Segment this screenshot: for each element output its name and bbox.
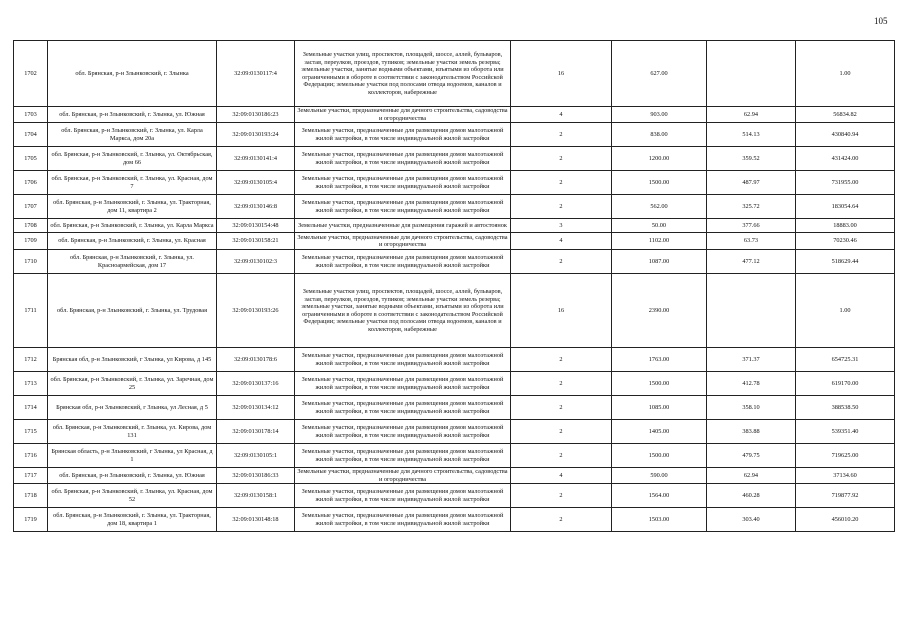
rate-cell: 62.94 [707, 107, 796, 123]
address-cell: обл. Брянская, р-н Злынковский, г. Злынка, ул. Трудовая [48, 274, 217, 348]
rate-cell: 62.94 [707, 468, 796, 484]
rate-cell: 487.97 [707, 171, 796, 195]
area-cell: 903.00 [612, 107, 707, 123]
area-cell: 1500.00 [612, 372, 707, 396]
row-number: 1705 [14, 147, 48, 171]
category-cell: 2 [511, 195, 612, 219]
row-number: 1716 [14, 444, 48, 468]
table-row [14, 508, 895, 532]
land-use-cell: Земельные участки, предназначенные для размещения домов малоэтажной жилой застройки, в том числе индивидуальной жилой застройки [295, 348, 511, 372]
cadastral-value-cell: 654725.31 [796, 348, 895, 372]
cadastral-number-cell: 32:09:0130134:12 [217, 396, 295, 420]
area-cell: 590.00 [612, 468, 707, 484]
land-use-cell: Земельные участки улиц, проспектов, площадей, шоссе, аллей, бульваров, застав, переулков, проездов, тупиков; земельные участки земель резерва; земельные участки, занятые водными объектами, изъятыми из оборота или ограниченными в обороте в соответствии с законодательством Российской Федерации; земельные участки под полосами отвода водоемов, каналов и коллекторов, набережные [295, 41, 511, 107]
row-number: 1702 [14, 41, 48, 107]
row-number: 1713 [14, 372, 48, 396]
table-row [14, 444, 895, 468]
area-cell: 1200.00 [612, 147, 707, 171]
category-cell: 2 [511, 250, 612, 274]
cadastral-number-cell: 32:09:0130193:26 [217, 274, 295, 348]
row-number: 1712 [14, 348, 48, 372]
cadastral-number-cell: 32:09:0130117:4 [217, 41, 295, 107]
category-cell: 4 [511, 468, 612, 484]
cadastral-number-cell: 32:09:0130186:23 [217, 107, 295, 123]
cadastral-value-cell: 183054.64 [796, 195, 895, 219]
cadastral-number-cell: 32:09:0130141:4 [217, 147, 295, 171]
rate-cell: 514.13 [707, 123, 796, 147]
rate-cell: 359.52 [707, 147, 796, 171]
cadastral-number-cell: 32:09:0130105:4 [217, 171, 295, 195]
rate-cell: 477.12 [707, 250, 796, 274]
area-cell: 1087.00 [612, 250, 707, 274]
category-cell: 2 [511, 348, 612, 372]
area-cell: 838.00 [612, 123, 707, 147]
rate-cell: 303.40 [707, 508, 796, 532]
cadastral-value-cell: 731955.00 [796, 171, 895, 195]
rate-cell: 479.75 [707, 444, 796, 468]
area-cell: 1085.00 [612, 396, 707, 420]
address-cell: обл. Брянская, р-н Злынковский, г. Злынка, ул. Карла Маркса, дом 20а [48, 123, 217, 147]
category-cell: 2 [511, 372, 612, 396]
land-use-cell: Земельные участки, предназначенные для размещения домов малоэтажной жилой застройки, в том числе индивидуальной жилой застройки [295, 484, 511, 508]
area-cell: 1102.00 [612, 233, 707, 250]
row-number: 1710 [14, 250, 48, 274]
table-row [14, 274, 895, 348]
address-cell: Брянская обл, р-н Злынковский, г Злынка, ул Лесная, д 5 [48, 396, 217, 420]
row-number: 1707 [14, 195, 48, 219]
cadastral-value-cell: 430840.94 [796, 123, 895, 147]
rate-cell: 358.10 [707, 396, 796, 420]
address-cell: обл. Брянская, р-н Злынковский, г. Злынка, ул. Тракторная, дом 18, квартира 1 [48, 508, 217, 532]
address-cell: обл. Брянская, р-н Злынковский, г. Злынка, ул. Тракторная, дом 11, квартира 2 [48, 195, 217, 219]
area-cell: 1564.00 [612, 484, 707, 508]
rate-cell [707, 41, 796, 107]
row-number: 1711 [14, 274, 48, 348]
cadastral-number-cell: 32:09:0130146:8 [217, 195, 295, 219]
row-number: 1704 [14, 123, 48, 147]
rate-cell: 412.78 [707, 372, 796, 396]
row-number: 1714 [14, 396, 48, 420]
address-cell: обл. Брянская, р-н Злынковский, г. Злынка, ул. Красная, дом 52 [48, 484, 217, 508]
area-cell: 1500.00 [612, 171, 707, 195]
category-cell: 2 [511, 444, 612, 468]
table-row [14, 123, 895, 147]
category-cell: 2 [511, 147, 612, 171]
cadastral-value-cell: 18883.00 [796, 219, 895, 233]
land-use-cell: Земельные участки, предназначенные для размещения домов малоэтажной жилой застройки, в том числе индивидуальной жилой застройки [295, 508, 511, 532]
table-row [14, 41, 895, 107]
table-row [14, 233, 895, 250]
cadastral-number-cell: 32:09:0130158:1 [217, 484, 295, 508]
cadastral-number-cell: 32:09:0130158:21 [217, 233, 295, 250]
land-use-cell: Земельные участки, предназначенные для размещения домов малоэтажной жилой застройки, в том числе индивидуальной жилой застройки [295, 195, 511, 219]
cadastral-number-cell: 32:09:0130178:14 [217, 420, 295, 444]
area-cell: 50.00 [612, 219, 707, 233]
rate-cell: 383.88 [707, 420, 796, 444]
cadastral-value-cell: 388538.50 [796, 396, 895, 420]
land-use-cell: Земельные участки, предназначенные для размещения домов малоэтажной жилой застройки, в том числе индивидуальной жилой застройки [295, 171, 511, 195]
land-use-cell: Земельные участки, предназначенные для дачного строительства, садоводства и огородничества [295, 107, 511, 123]
land-use-cell: Земельные участки, предназначенные для дачного строительства, садоводства и огородничества [295, 233, 511, 250]
category-cell: 2 [511, 123, 612, 147]
category-cell: 2 [511, 396, 612, 420]
land-use-cell: Земельные участки улиц, проспектов, площадей, шоссе, аллей, бульваров, застав, переулков, проездов, тупиков; земельные участки земель резерва; земельные участки, занятые водными объектами, изъятыми из оборота или ограниченными в обороте в соответствии с законодательством Российской Федерации; земельные участки под полосами отвода водоемов, каналов и коллекторов, набережные [295, 274, 511, 348]
row-number: 1703 [14, 107, 48, 123]
table-row [14, 348, 895, 372]
category-cell: 3 [511, 219, 612, 233]
area-cell: 1405.00 [612, 420, 707, 444]
table-row [14, 468, 895, 484]
table-row [14, 219, 895, 233]
rate-cell [707, 274, 796, 348]
category-cell: 2 [511, 484, 612, 508]
address-cell: обл. Брянская, р-н Злынковский, г. Злынка, ул. Красная, дом 7 [48, 171, 217, 195]
address-cell: обл. Брянская, р-н Злынковский, г. Злынка, ул. Красноармейская, дом 17 [48, 250, 217, 274]
table-row [14, 484, 895, 508]
area-cell: 1503.00 [612, 508, 707, 532]
category-cell: 16 [511, 41, 612, 107]
rate-cell: 460.28 [707, 484, 796, 508]
address-cell: Брянская область, р-н Злынковский, г Злынка, ул Красная, д 1 [48, 444, 217, 468]
rate-cell: 63.73 [707, 233, 796, 250]
row-number: 1715 [14, 420, 48, 444]
area-cell: 627.00 [612, 41, 707, 107]
row-number: 1718 [14, 484, 48, 508]
land-registry-table [13, 40, 895, 532]
address-cell: обл. Брянская, р-н Злынковский, г. Злынка, ул. Южная [48, 107, 217, 123]
area-cell: 1500.00 [612, 444, 707, 468]
cadastral-value-cell: 539351.40 [796, 420, 895, 444]
cadastral-value-cell: 56834.82 [796, 107, 895, 123]
cadastral-number-cell: 32:09:0130102:3 [217, 250, 295, 274]
cadastral-number-cell: 32:09:0130186:33 [217, 468, 295, 484]
area-cell: 1763.00 [612, 348, 707, 372]
land-use-cell: Земельные участки, предназначенные для размещения домов малоэтажной жилой застройки, в том числе индивидуальной жилой застройки [295, 250, 511, 274]
cadastral-value-cell: 518629.44 [796, 250, 895, 274]
address-cell: обл. Брянская, р-н Злынковский, г. Злынка, ул. Южная [48, 468, 217, 484]
cadastral-value-cell: 619170.00 [796, 372, 895, 396]
category-cell: 16 [511, 274, 612, 348]
address-cell: Брянская обл, р-н Злынковский, г Злынка, ул Кирова, д 145 [48, 348, 217, 372]
row-number: 1709 [14, 233, 48, 250]
table-row [14, 107, 895, 123]
category-cell: 2 [511, 508, 612, 532]
rate-cell: 377.66 [707, 219, 796, 233]
address-cell: обл. Брянская, р-н Злынковский, г. Злынка, ул. Красная [48, 233, 217, 250]
cadastral-value-cell: 456010.20 [796, 508, 895, 532]
land-use-cell: Земельные участки, предназначенные для размещения домов малоэтажной жилой застройки, в том числе индивидуальной жилой застройки [295, 123, 511, 147]
cadastral-value-cell: 719625.00 [796, 444, 895, 468]
row-number: 1708 [14, 219, 48, 233]
table-row [14, 171, 895, 195]
area-cell: 2390.00 [612, 274, 707, 348]
rate-cell: 325.72 [707, 195, 796, 219]
address-cell: обл. Брянская, р-н Злынковский, г. Злынка [48, 41, 217, 107]
address-cell: обл. Брянская, р-н Злынковский, г. Злынка, ул. Октябрьская, дом 66 [48, 147, 217, 171]
cadastral-number-cell: 32:09:0130178:6 [217, 348, 295, 372]
land-use-cell: Земельные участки, предназначенные для дачного строительства, садоводства и огородничества [295, 468, 511, 484]
rate-cell: 371.37 [707, 348, 796, 372]
row-number: 1706 [14, 171, 48, 195]
land-use-cell: Земельные участки, предназначенные для размещения домов малоэтажной жилой застройки, в том числе индивидуальной жилой застройки [295, 372, 511, 396]
category-cell: 4 [511, 233, 612, 250]
cadastral-number-cell: 32:09:0130154:48 [217, 219, 295, 233]
land-use-cell: Земельные участки, предназначенные для размещения домов малоэтажной жилой застройки, в том числе индивидуальной жилой застройки [295, 147, 511, 171]
row-number: 1717 [14, 468, 48, 484]
cadastral-number-cell: 32:09:0130148:18 [217, 508, 295, 532]
category-cell: 2 [511, 171, 612, 195]
cadastral-value-cell: 70230.46 [796, 233, 895, 250]
table-row [14, 372, 895, 396]
cadastral-number-cell: 32:09:0130193:24 [217, 123, 295, 147]
address-cell: обл. Брянская, р-н Злынковский, г. Злынка, ул. Заречная, дом 25 [48, 372, 217, 396]
row-number: 1719 [14, 508, 48, 532]
address-cell: обл. Брянская, р-н Злынковский, г. Злынка, ул. Карла Маркса [48, 219, 217, 233]
cadastral-value-cell: 37134.60 [796, 468, 895, 484]
cadastral-number-cell: 32:09:0130105:1 [217, 444, 295, 468]
land-use-cell: Земельные участки, предназначенные для размещения гаражей и автостоянок [295, 219, 511, 233]
cadastral-value-cell: 431424.00 [796, 147, 895, 171]
cadastral-value-cell: 1.00 [796, 41, 895, 107]
cadastral-number-cell: 32:09:0130137:16 [217, 372, 295, 396]
table-row [14, 195, 895, 219]
table-row [14, 250, 895, 274]
land-use-cell: Земельные участки, предназначенные для размещения домов малоэтажной жилой застройки, в том числе индивидуальной жилой застройки [295, 420, 511, 444]
cadastral-value-cell: 719877.92 [796, 484, 895, 508]
land-use-cell: Земельные участки, предназначенные для размещения домов малоэтажной жилой застройки, в том числе индивидуальной жилой застройки [295, 396, 511, 420]
category-cell: 4 [511, 107, 612, 123]
page-number: 105 [874, 16, 888, 26]
table-row [14, 147, 895, 171]
table-row [14, 396, 895, 420]
category-cell: 2 [511, 420, 612, 444]
table-row [14, 420, 895, 444]
cadastral-value-cell: 1.00 [796, 274, 895, 348]
area-cell: 562.00 [612, 195, 707, 219]
land-use-cell: Земельные участки, предназначенные для размещения домов малоэтажной жилой застройки, в том числе индивидуальной жилой застройки [295, 444, 511, 468]
address-cell: обл. Брянская, р-н Злынковский, г. Злынка, ул. Кирова, дом 131 [48, 420, 217, 444]
